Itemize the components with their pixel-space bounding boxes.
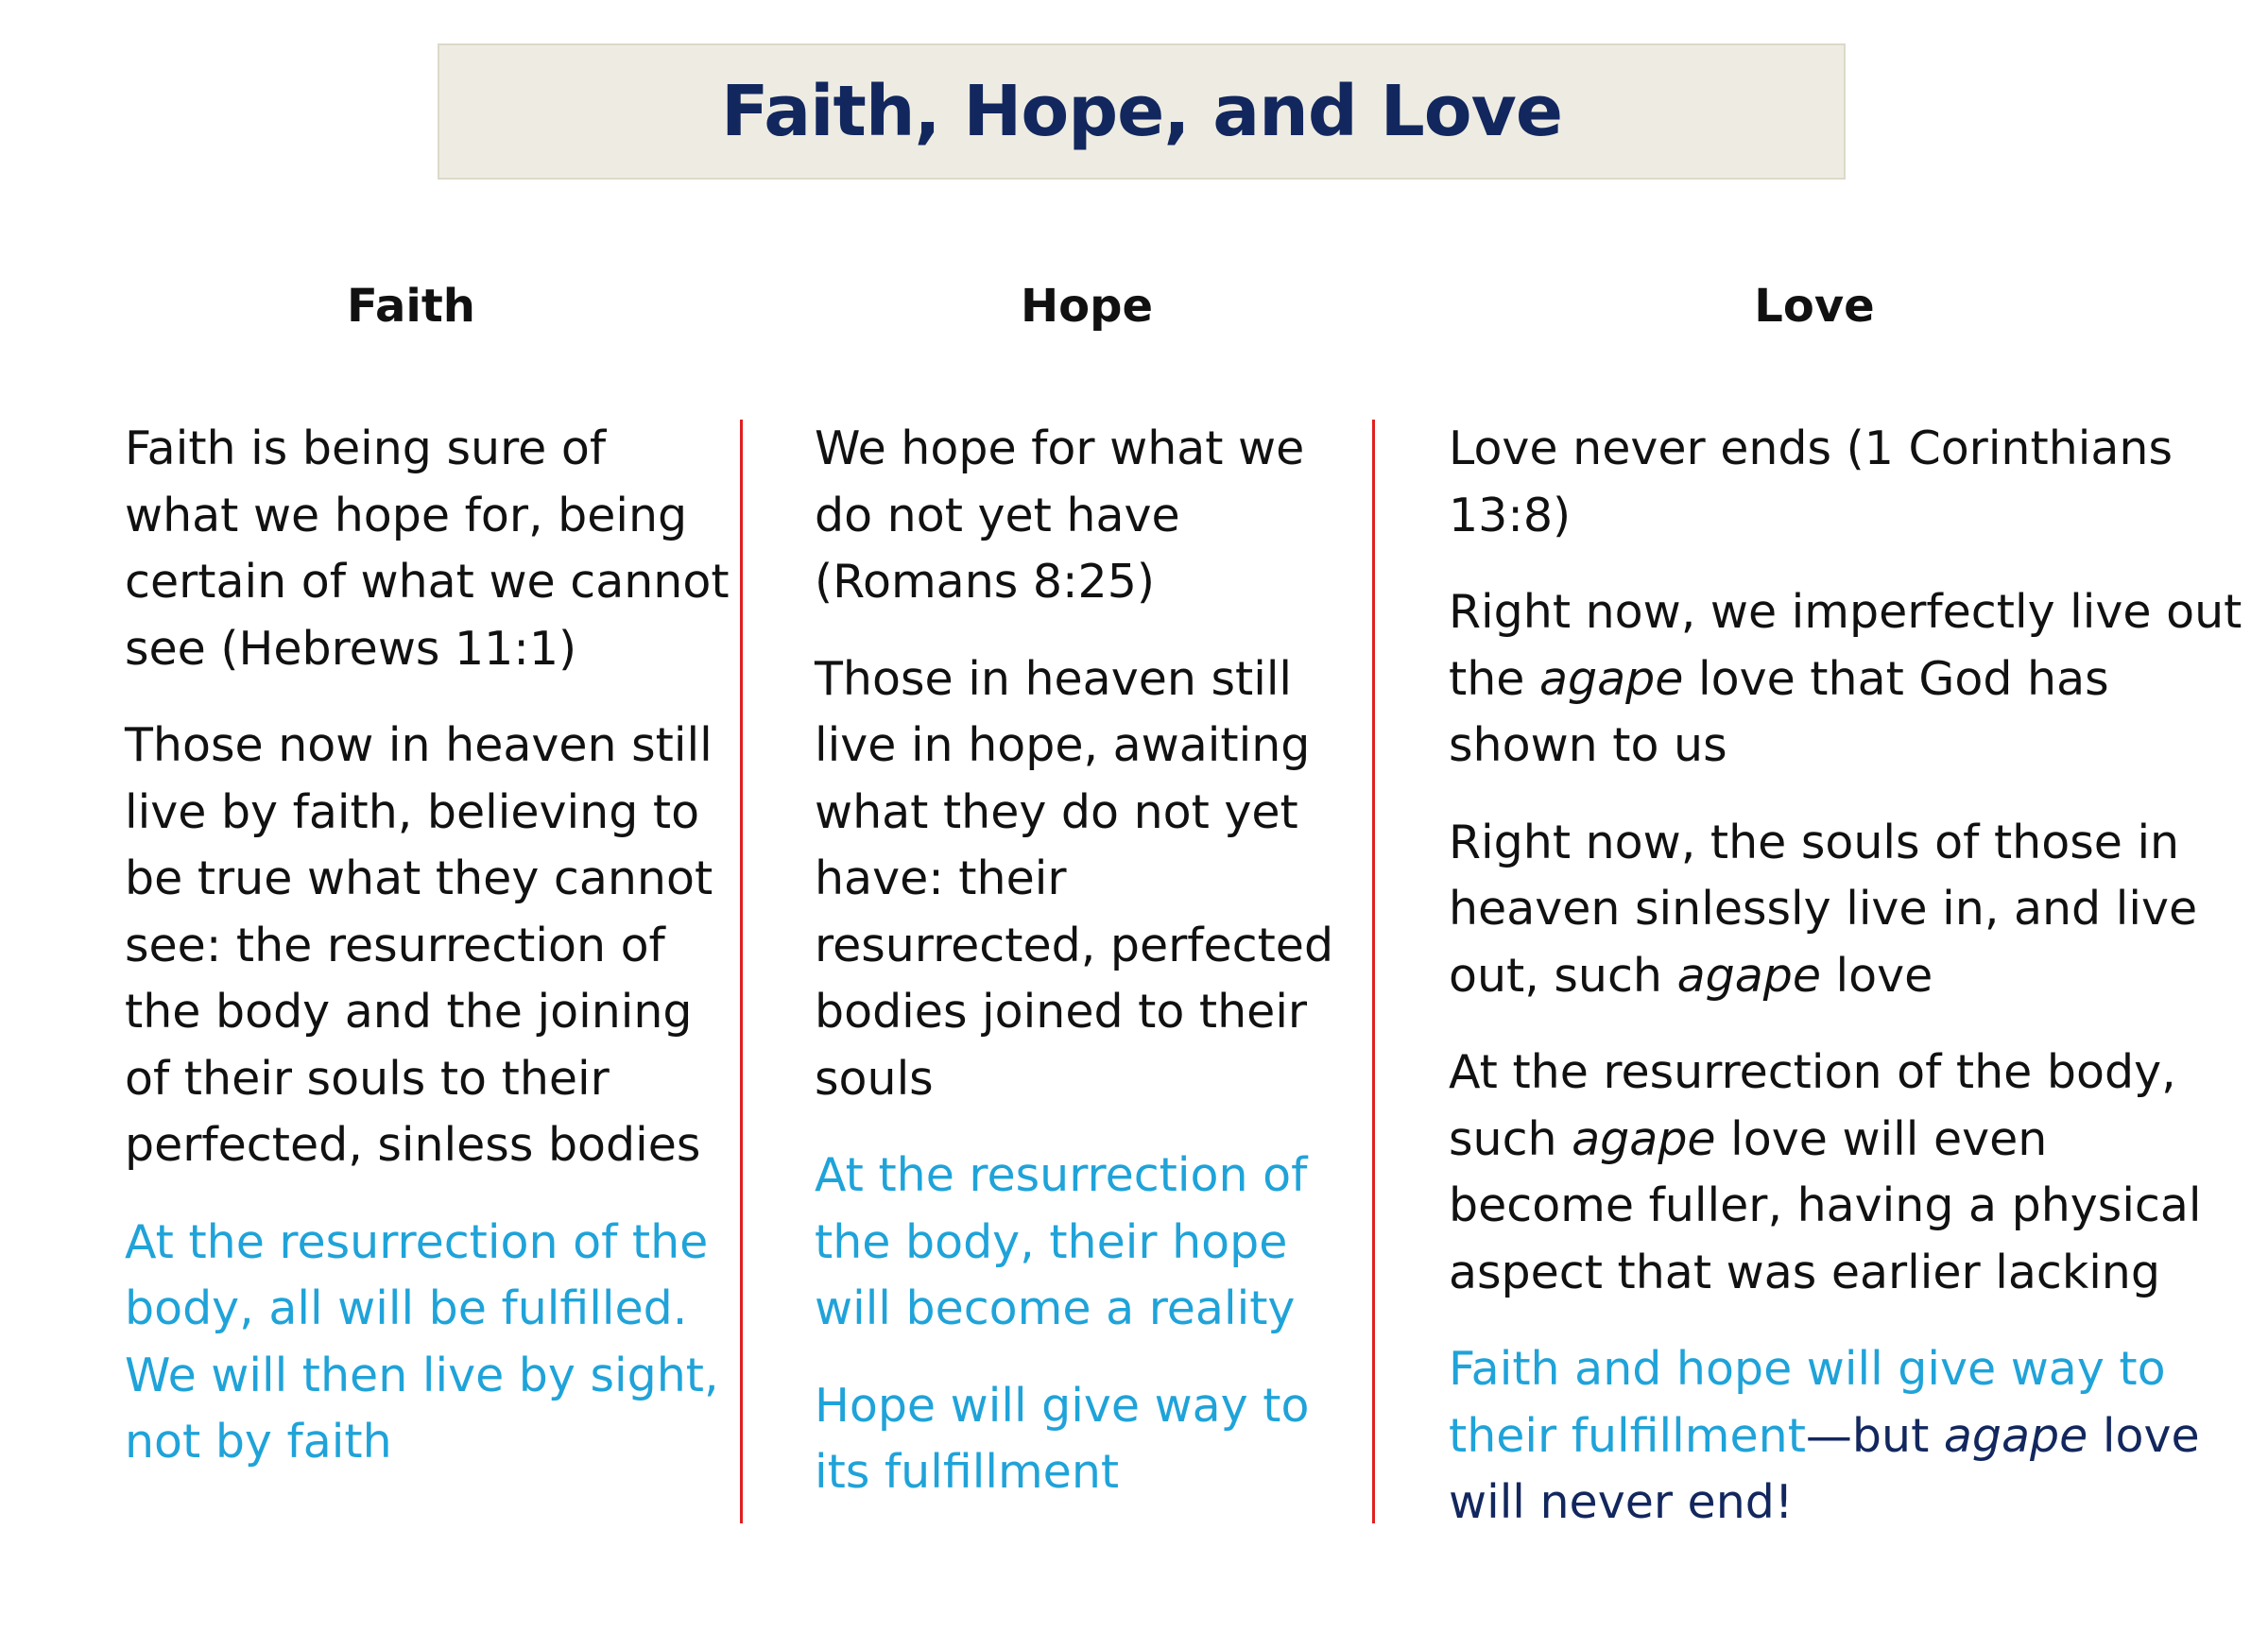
faith-heaven-text: Those now in heaven still live by faith, believing to be true what they cannot see: the resurrection of the body and the joining of their souls to their perfected, sinless bodies bbox=[125, 718, 713, 1172]
hope-definition: We hope for what we do not yet have (Romans 8:25) bbox=[815, 421, 1305, 609]
faith-column bbox=[125, 416, 730, 1506]
slide-title: Faith, Hope, and Love bbox=[720, 71, 1563, 152]
love-column bbox=[1449, 416, 2242, 1567]
hope-resurrection-text: At the resurrection of the body, their hope will become a reality bbox=[815, 1148, 1308, 1335]
column-divider-left bbox=[740, 420, 743, 1523]
love-heaven-text: Right now, the souls of those in heaven sinlessly live in, and live out, such agape love bbox=[1449, 815, 2198, 1003]
love-definition: Love never ends (1 Corinthians 13:8) bbox=[1449, 421, 2173, 542]
love-resurrection-text: At the resurrection of the body, such agape love will even become fuller, having a physical aspect that was earlier lacking bbox=[1449, 1045, 2202, 1299]
love-never-ends-text: Faith and hope will give way to their fulfillment—but agape love will never end! bbox=[1449, 1342, 2200, 1529]
hope-fulfillment-text: Hope will give way to its fulfillment bbox=[815, 1378, 1310, 1499]
faith-definition: Faith is being sure of what we hope for, being certain of what we cannot see (Hebrews 11:1) bbox=[125, 421, 730, 676]
hope-heaven-text: Those in heaven still live in hope, awaiting what they do not yet have: their resurrected, perfected bodies joined to their souls bbox=[815, 651, 1334, 1106]
faith-fulfillment-text: At the resurrection of the body, all will be fulfilled. We will then live by sight, not by faith bbox=[125, 1214, 719, 1469]
title-banner bbox=[438, 43, 1846, 180]
hope-heading: Hope bbox=[1020, 280, 1154, 333]
faith-heading: Faith bbox=[347, 280, 475, 333]
hope-column bbox=[815, 416, 1358, 1537]
love-heading: Love bbox=[1754, 280, 1875, 333]
love-imperfect-text: Right now, we imperfectly live out the agape love that God has shown to us bbox=[1449, 585, 2242, 772]
column-divider-right bbox=[1372, 420, 1375, 1523]
